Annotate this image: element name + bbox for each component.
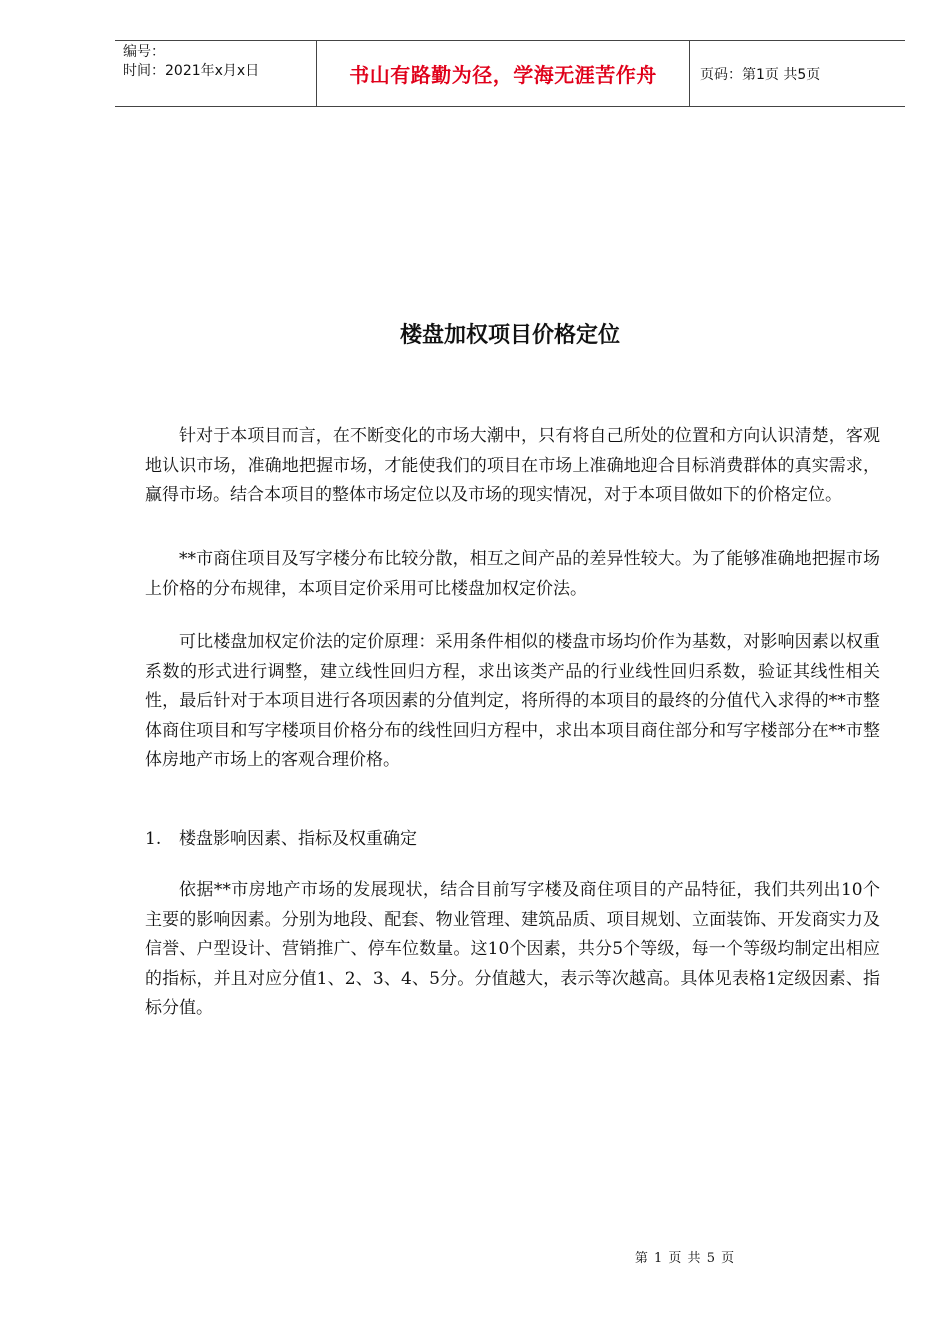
page-info-text: 页码：第1页 共5页 — [700, 66, 821, 83]
paragraph-factors: 依据**市房地产市场的发展现状，结合目前写字楼及商住项目的产品特征，我们共列出10个主要的影响因素。分别为地段、配套、物业管理、建筑品质、项目规划、立面装饰、开发商实力及信誉、户型设计、营销推广、停车位数量。这10个因素，共分5个等级，每一个等级均制定出相应的指标，并且对应分值1、2、3、4、5分。分值越大，表示等次越高。具体见表格1定级因素、指标分值。 — [145, 880, 880, 1018]
section-number: 1. — [145, 829, 162, 849]
number-label: 编号： — [123, 44, 165, 60]
page-footer: 第 1 页 共 5 页 — [634, 1251, 736, 1266]
header-meta — [115, 41, 316, 106]
header-table — [115, 40, 905, 107]
paragraph-method: 可比楼盘加权定价法的定价原理：采用条件相似的楼盘市场均价作为基数，对影响因素以权重系数的形式进行调整，建立线性回归方程，求出该类产品的行业线性回归系数，验证其线性相关性，最后针对于本项目进行各项因素的分值判定，将所得的本项目的最终的分值代入求得的**市整体商住项目和写字楼项目价格分布的线性回归方程中，求出本项目商住部分和写字楼部分在**市整体房地产市场上的客观合理价格。 — [145, 632, 880, 770]
paragraph-market: **市商住项目及写字楼分布比较分散，相互之间产品的差异性较大。为了能够准确地把握市场上价格的分布规律，本项目定价采用可比楼盘加权定价法。 — [145, 549, 880, 599]
paragraph-intro: 针对于本项目而言，在不断变化的市场大潮中，只有将自己所处的位置和方向认识清楚，客观地认识市场，准确地把握市场，才能使我们的项目在市场上准确地迎合目标消费群体的真实需求，赢得市场。结合本项目的整体市场定位以及市场的现实情况，对于本项目做如下的价格定位。 — [145, 426, 880, 505]
time-label: 时间：2021年x月x日 — [123, 63, 260, 79]
section-heading-text: 楼盘影响因素、指标及权重确定 — [179, 829, 417, 849]
header-motto-cell — [316, 41, 690, 106]
header-page-info — [690, 41, 905, 106]
document-title: 楼盘加权项目价格定位 — [399, 323, 620, 348]
section-heading — [145, 826, 417, 852]
motto-text: 书山有路勤为径，学海无涯苦作舟 — [349, 63, 657, 87]
